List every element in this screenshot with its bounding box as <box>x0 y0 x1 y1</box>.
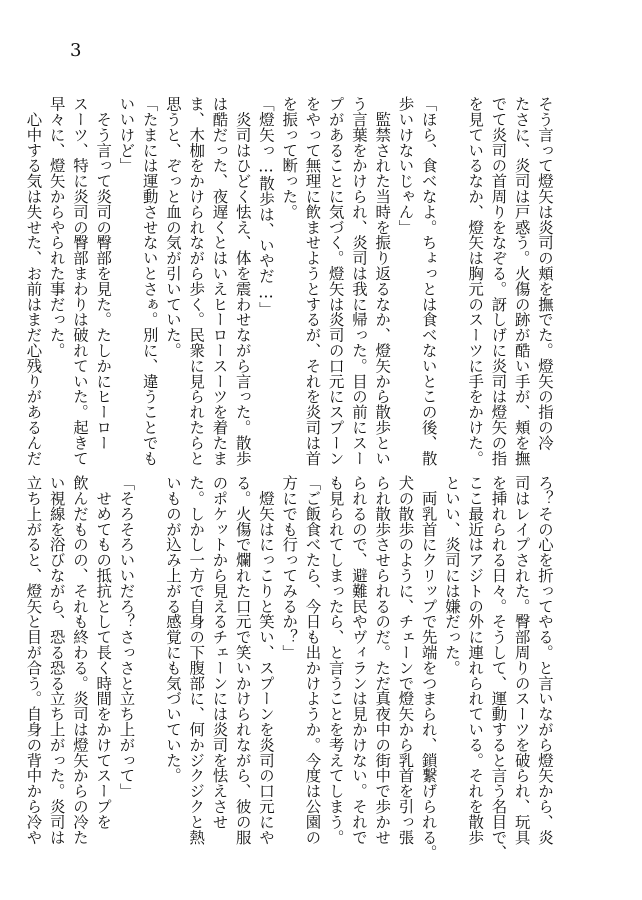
text-line: 心中する気は失せた、お前はまだ心残りがあるんだ <box>24 96 43 466</box>
text-line: い視線を浴びながら、恐る恐る立ち上がった。炎司は <box>47 475 66 845</box>
text-line: いいけど」 <box>117 96 136 173</box>
text-line: でて炎司の首周りをなぞる。訝しげに炎司は燈矢の指 <box>489 96 508 466</box>
text-line: 監禁された当時を振り返るなか、燈矢から散歩とい <box>373 96 392 466</box>
text-line: 飲んだものの、それも終わる。炎司は燈矢からの冷た <box>71 475 89 845</box>
text-line: を見ているなか、燈矢は胸元のスーツに手をかけた。 <box>466 96 485 466</box>
text-line: いものが込み上がる感覚にも気づいていた。 <box>164 475 182 783</box>
text-line: スーツ、特に炎司の臀部まわりは破れていた。起きて <box>71 96 89 466</box>
text-line: られ散歩させられるのだ。ただ真夜中の街中で歩かせ <box>373 475 392 845</box>
text-line: 「ほら、食べなよ。ちょっとは食べないとこの後、散 <box>419 96 438 466</box>
text-line: のポケットから見えるチェーンには炎司を怯えさせ <box>210 475 229 830</box>
text-line: といい、炎司には嫌だった。 <box>443 475 461 676</box>
text-line: を挿れられる日々。そうして、運動すると言う名目で、 <box>489 475 508 860</box>
text-block-top <box>24 96 556 466</box>
text-line: ま、木枷をかけられながら歩く。民衆に見られたらと <box>187 96 206 466</box>
text-line: 燈矢はにっこりと笑い、スプーンを炎司の口元にや <box>257 475 275 845</box>
text-line: る。火傷で爛れた口元で笑いかけられながら、彼の服 <box>233 475 252 845</box>
text-line: 方にでも行ってみるか？」 <box>280 475 299 660</box>
text-line: 「そろそろいいだろ？さっさと立ち上がって」 <box>117 475 136 799</box>
text-line: せめてもの抵抗として長く時間をかけてスープを <box>94 475 113 830</box>
text-line <box>138 475 161 803</box>
text-line: 炎司はひどく怯え、体を震わせながら言った。散歩 <box>233 96 252 466</box>
text-line: 立ち上がると、燈矢と目が合う。自身の背中から冷や <box>24 475 43 845</box>
page-number: 3 <box>70 40 82 61</box>
text-line: られるので、避難民やヴィランは見かけない。それで <box>350 475 368 845</box>
text-line: 犬の散歩のように、チェーンで燈矢から乳首を引っ張 <box>396 475 415 845</box>
text-line: は酷だった、夜遅くとはいえヒーロースーツを着たま <box>210 96 229 466</box>
text-line: そう言って燈矢は炎司の頬を撫でた。燈矢の指の冷 <box>536 96 554 451</box>
text-line: 司はレイプされた。臀部周りのスーツを破られ、玩具 <box>512 475 531 845</box>
text-line: 思うと、ぞっと血の気が引いていた。 <box>164 96 182 358</box>
text-line: をやって無理に飲ませようとするが、それを炎司は首 <box>303 96 322 466</box>
text-line: たさに、炎司は戸惑う。火傷の跡が酷い手が、頬を撫 <box>512 96 531 466</box>
text-line: 両乳首にクリップで先端をつまられ、鎖繋げられる。 <box>419 475 438 860</box>
text-line: 「燈矢っ…散歩は、いやだ…」 <box>257 96 275 317</box>
text-line <box>440 96 463 434</box>
text-line: 「たまには運動させないとさぁ。別に、違うことでも <box>140 96 159 466</box>
text-line: 「ご飯食べたら、今日も出かけようか。今度は公園の <box>303 475 322 845</box>
text-line: プがあることに気づく。燈矢は炎司の口元にスプーン <box>326 96 345 466</box>
text-line: そう言って炎司の臀部を見た。たしかにヒーロー <box>94 96 113 451</box>
text-line: ここ最近はアジトの外に連れられている。それを散歩 <box>466 475 485 845</box>
text-block-bottom <box>24 475 556 860</box>
text-line: 早々に、燈矢からやられた事だった。 <box>47 96 66 358</box>
text-line: た。しかし一方で自身の下腹部に、何かジクジクと熱 <box>187 475 206 845</box>
text-line: ろ？その心を折ってやる。と言いながら燈矢から、炎 <box>536 475 554 845</box>
text-line: う言葉をかけられ、炎司は我に帰った。目の前にスー <box>350 96 368 466</box>
text-line: も見られてしまったら、と言うことを考えてしまう。 <box>326 475 345 845</box>
text-line: を振って断った。 <box>280 96 299 220</box>
text-line: 歩いけないじゃん」 <box>396 96 415 235</box>
